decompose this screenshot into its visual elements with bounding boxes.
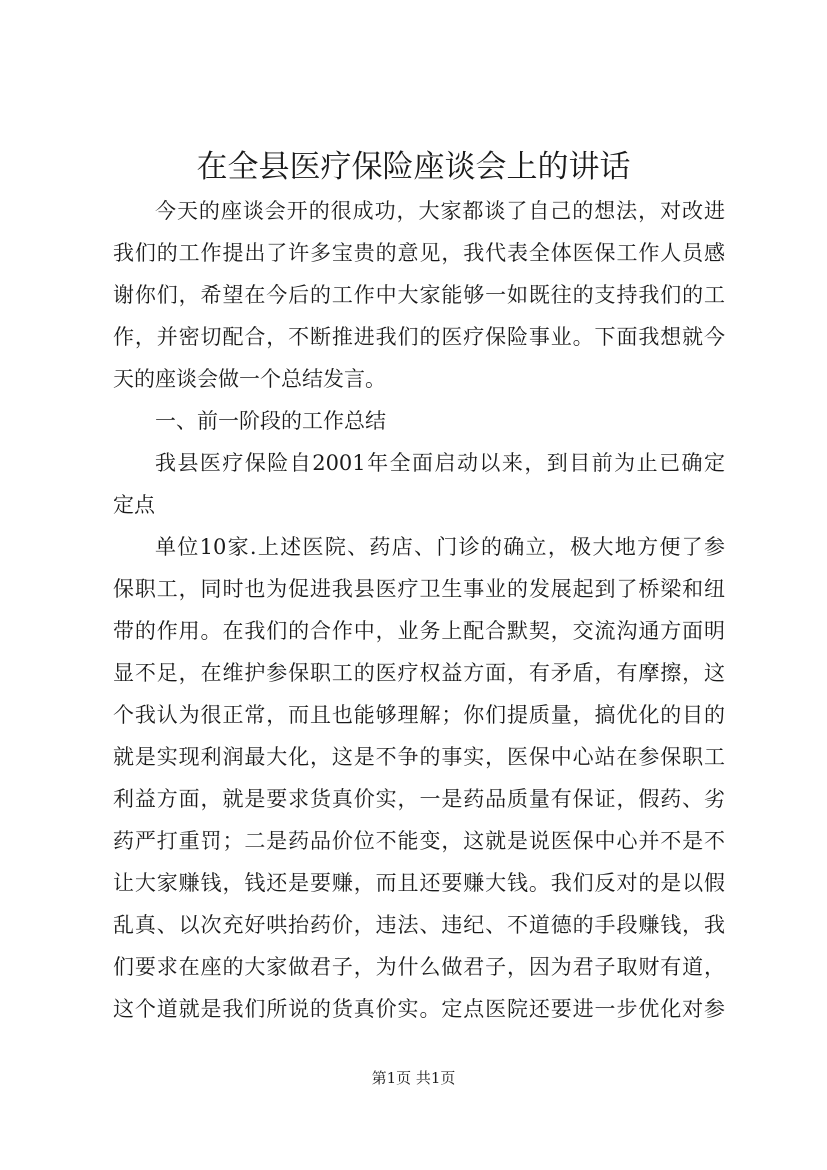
section-heading: 一、前一阶段的工作总结 [155, 409, 386, 433]
body-line: 个我认为很正常，而且也能够理解；你们提质量，搞优化的目的 [113, 703, 725, 727]
body-line: 保职工，同时也为促进我县医疗卫生事业的发展起到了桥梁和纽 [113, 577, 725, 601]
document-body [113, 190, 725, 1030]
body-line: 药严打重罚；二是药品价位不能变，这就是说医保中心并不是不 [113, 829, 725, 853]
page-footer: 第1页 共1页 [371, 1069, 456, 1087]
body-line: 单位10家.上述医院、药店、门诊的确立，极大地方便了参 [155, 535, 725, 559]
body-line: 们要求在座的大家做君子，为什么做君子，因为君子取财有道， [113, 955, 725, 979]
body-line: 定点 [113, 493, 155, 517]
body-line: 今天的座谈会开的很成功，大家都谈了自己的想法，对改进 [155, 199, 725, 223]
body-line: 我县医疗保险自2001年全面启动以来，到目前为止已确定 [155, 451, 725, 475]
body-line: 带的作用。在我们的合作中，业务上配合默契，交流沟通方面明 [113, 619, 725, 643]
body-line: 我们的工作提出了许多宝贵的意见，我代表全体医保工作人员感 [113, 241, 725, 265]
body-line: 天的座谈会做一个总结发言。 [113, 367, 386, 391]
body-line: 显不足，在维护参保职工的医疗权益方面，有矛盾，有摩擦，这 [113, 661, 725, 685]
body-line: 这个道就是我们所说的货真价实。定点医院还要进一步优化对参 [113, 997, 725, 1021]
body-line: 作，并密切配合，不断推进我们的医疗保险事业。下面我想就今 [113, 325, 725, 349]
body-line: 让大家赚钱，钱还是要赚，而且还要赚大钱。我们反对的是以假 [113, 871, 725, 895]
document-title: 在全县医疗保险座谈会上的讲话 [196, 149, 631, 185]
body-line: 利益方面，就是要求货真价实，一是药品质量有保证，假药、劣 [113, 787, 725, 811]
body-line: 乱真、以次充好哄抬药价，违法、违纪、不道德的手段赚钱，我 [113, 913, 725, 937]
body-line: 就是实现利润最大化，这是不争的事实，医保中心站在参保职工 [113, 745, 725, 769]
body-line: 谢你们，希望在今后的工作中大家能够一如既往的支持我们的工 [113, 283, 725, 307]
